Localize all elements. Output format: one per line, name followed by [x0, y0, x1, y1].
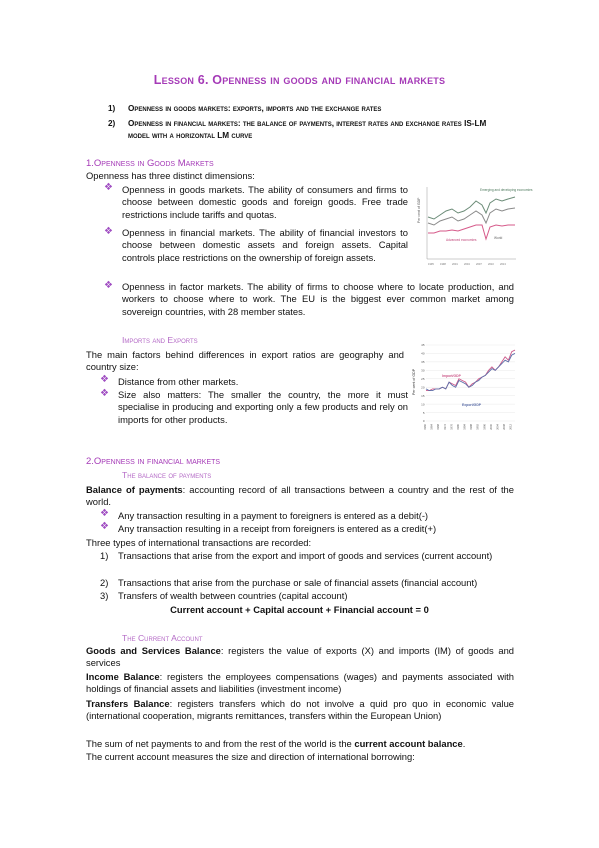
section1-intro: Openness has three distinct dimensions:: [86, 170, 255, 181]
gsb-def: : registers the value of exports (X) and imports (IM) of goods and services: [86, 645, 514, 669]
x-tick-label: 2008: [503, 424, 507, 430]
openness-financial-item: Openness in financial markets. The ability of financial investors to choose between domestic assets and foreign assets. Capital controls place restrictions on the ownership of foreign assets.: [122, 227, 408, 263]
world-legend: World: [494, 236, 503, 240]
current-account-measure-text: The current account measures the size and direction of international borrowing:: [86, 751, 415, 762]
y-tick-label: 20: [421, 385, 425, 390]
toc-item-2: [108, 118, 508, 142]
x-tick-label: 1964: [430, 424, 434, 430]
toc-text: Openness in goods markets: exports, imports and the exchange rates: [128, 104, 382, 113]
bop-def-text: : accounting record of all transactions between a country and the rest of the world.: [86, 484, 514, 508]
list-number: 3): [100, 590, 109, 601]
y-tick-label: 30: [421, 368, 425, 373]
list-number: 2): [100, 577, 109, 588]
x-tick-label: 1960: [424, 424, 427, 430]
advanced-legend: Advanced economies: [446, 238, 477, 242]
y-tick-label: 45: [421, 343, 425, 348]
bop-heading: The balance of payments: [122, 470, 212, 480]
svg-text:1998: 1998: [440, 263, 446, 266]
diamond-bullet-icon: ❖: [104, 182, 113, 193]
svg-text:2004: 2004: [464, 263, 470, 266]
x-tick-label: 1980: [456, 424, 460, 430]
bop-term: Balance of payments: [86, 484, 183, 495]
diamond-bullet-icon: ❖: [100, 521, 109, 532]
series-label-import: Import/GDP: [442, 374, 461, 378]
diamond-bullet-icon: ❖: [100, 374, 109, 385]
transfers-balance: [86, 698, 514, 723]
tb-def: : registers transfers which do not involve a quid pro quo in economic value (international cooperation, migrants remittances, transfers within the European Union): [86, 698, 514, 722]
emerging-economies-line: [428, 197, 515, 219]
toc-text: Openness in financial markets: the balance of payments, interest rates and exchange rates IS-LM model with a horizontal LM curve: [128, 119, 487, 140]
list-number: 1): [100, 550, 109, 561]
svg-text:2010: 2010: [488, 263, 494, 266]
svg-text:2001: 2001: [452, 263, 458, 266]
x-tick-label: 1996: [483, 424, 487, 430]
debit-item: Any transaction resulting in a payment to foreigners is entered as a debit(-): [118, 510, 429, 521]
cab-term: current account balance: [354, 738, 463, 749]
income-balance: [86, 671, 514, 696]
series-label-export: Export/GDP: [462, 403, 482, 407]
current-account-balance-text: [86, 738, 514, 750]
x-tick-label: 1988: [470, 424, 474, 430]
toc-num: 1): [108, 104, 116, 113]
diamond-bullet-icon: ❖: [100, 388, 109, 399]
svg-text:2007: 2007: [476, 263, 482, 266]
chart-ylabel: Per cent of GDP: [412, 368, 416, 395]
svg-text:2013: 2013: [500, 263, 506, 266]
diamond-bullet-icon: ❖: [104, 280, 113, 291]
toc-num: 2): [108, 119, 116, 128]
openness-goods-item: Openness in goods markets. The ability of consumers and firms to choose between domestic goods and foreign goods. Free trade restrictions include tariffs and quotas.: [122, 184, 408, 220]
y-tick-label: 25: [421, 376, 425, 381]
gsb-term: Goods and Services Balance: [86, 645, 221, 656]
page-title: Lesson 6. Openness in goods and financial markets: [153, 73, 446, 87]
type-financial-account: Transactions that arise from the purchase or sale of financial assets (financial account): [118, 577, 478, 588]
x-tick-label: 1968: [437, 424, 441, 430]
section1-heading: 1.Openness in Goods Markets: [86, 158, 214, 169]
diamond-bullet-icon: ❖: [100, 508, 109, 519]
y-tick-label: 35: [421, 360, 425, 365]
cab-pre: The sum of net payments to and from the rest of the world is the: [86, 738, 355, 749]
trade-openness-chart: [416, 181, 533, 273]
types-intro: Three types of international transactions are recorded:: [86, 537, 312, 548]
diamond-bullet-icon: ❖: [104, 226, 113, 237]
y-tick-label: 10: [421, 402, 425, 407]
type-capital-account: Transfers of wealth between countries (capital account): [118, 590, 348, 601]
trade-openness-chart-svg: [416, 181, 533, 273]
world-line: [428, 208, 515, 225]
credit-item: Any transaction resulting in a receipt from foreigners is entered as a credit(+): [118, 523, 437, 534]
distance-item: Distance from other markets.: [118, 376, 239, 387]
x-tick-label: 2000: [489, 424, 493, 430]
x-tick-label: 1972: [443, 424, 447, 430]
y-tick-label: 0: [422, 419, 425, 424]
tb-term: Transfers Balance: [86, 698, 170, 709]
y-tick-label: 15: [421, 393, 425, 398]
section2-heading: 2.Openness in financial markets: [86, 456, 221, 467]
ib-def: : registers the employees compensations (wages) and payments associated with holdings of financial assets and liabilities (investment income): [86, 671, 514, 695]
x-tick-label: 1992: [476, 424, 480, 430]
toc-item-1: [108, 103, 508, 115]
cab-post: .: [462, 738, 466, 749]
x-tick-label: 1976: [450, 424, 454, 430]
bop-equation: Current account + Capital account + Financial account = 0: [170, 604, 429, 615]
type-current-account: Transactions that arise from the export and import of goods and services (current account): [118, 550, 493, 561]
ib-term: Income Balance: [86, 671, 160, 682]
x-tick-label: 1984: [463, 424, 467, 430]
svg-text:Per cent of GDP: Per cent of GDP: [417, 197, 421, 223]
import-export-gdp-chart: [412, 339, 518, 439]
svg-text:1995: 1995: [428, 263, 434, 266]
current-account-heading: The Current Account: [122, 633, 203, 643]
size-item: Size also matters: The smaller the country, the more it must specialise in producing and exporting only a few products and rely on imports for other products.: [118, 389, 408, 425]
emerging-legend: Emerging and developing economies: [480, 188, 533, 192]
imports-exports-intro: The main factors behind differences in export ratios are geography and country size:: [86, 349, 404, 373]
openness-factor-item: Openness in factor markets. The ability of firms to choose where to locate production, and workers to choose where to work. The EU is the biggest ever common market among sovereign countries, with 28 member states.: [122, 281, 514, 317]
goods-services-balance: [86, 645, 514, 670]
imports-exports-heading: Imports and Exports: [122, 335, 198, 345]
y-tick-label: 40: [421, 351, 425, 356]
bop-definition: [86, 484, 514, 509]
import-export-gdp-chart-svg: [412, 339, 518, 439]
y-tick-label: 5: [422, 410, 425, 415]
x-tick-label: 2012: [509, 424, 513, 430]
x-tick-label: 2004: [496, 424, 500, 430]
